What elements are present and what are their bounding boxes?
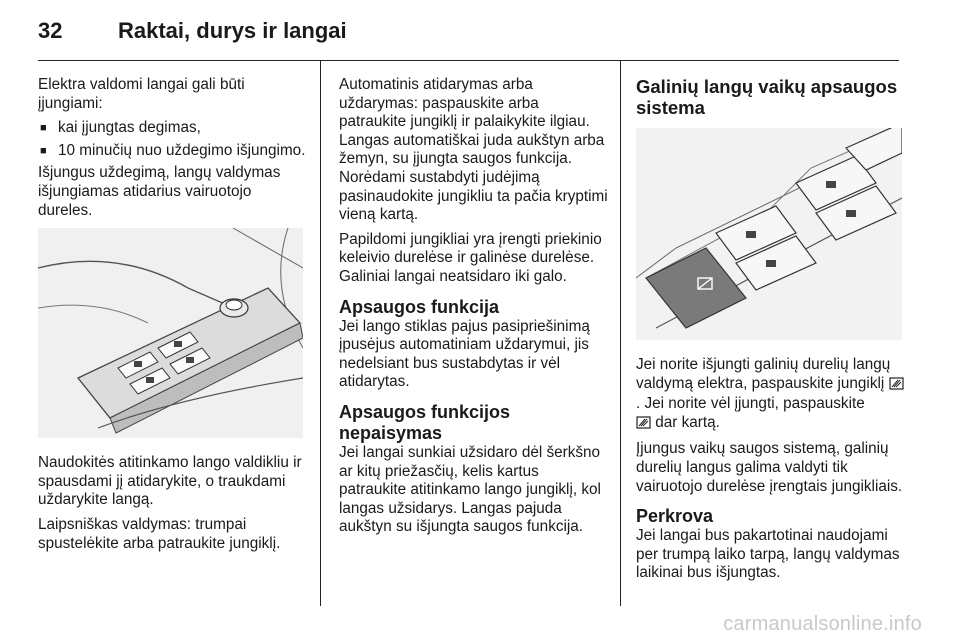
page-number: 32 — [38, 18, 63, 43]
safety-override-paragraph: Jei langai sunkiai užsidaro dėl šerkšno ar kitų priežasčių, kelis kartus patraukite atitinkamo lango jungiklį, kol langas užsidarys. Langas pajuda aukštyn su išjungta saugos funkcija. — [339, 443, 601, 536]
page-header — [38, 14, 347, 48]
overload-heading: Perkrova — [636, 506, 714, 527]
header-rule — [38, 60, 899, 61]
door-switch-illustration — [38, 228, 303, 438]
child-lock-effect-paragraph: Įjungus vaikų saugos sistemą, galinių durelių langus galima valdyti tik vairuotojo durelėse įrengtais jungikliais. — [636, 440, 903, 495]
bullet-icon: ■ — [40, 122, 47, 135]
intro-paragraph: Elektra valdomi langai gali būti įjungiami: — [38, 76, 245, 112]
column-3 — [636, 76, 906, 589]
list-item-text: 10 minučių nuo uždegimo išjungimo. — [58, 141, 306, 159]
step-mode-paragraph: Laipsniškas valdymas: trumpai spustelėkite arba patraukite jungiklį. — [38, 515, 281, 552]
column-divider — [320, 60, 321, 606]
safety-function-paragraph: Jei lango stiklas pajus pasipriešinimą įpusėjus automatiniam uždarymui, jis nedelsiant bus sustabdytas ir vėl atidarytas. — [339, 317, 590, 391]
column-2 — [339, 76, 609, 543]
bullet-icon: ■ — [40, 144, 47, 157]
column-divider — [620, 60, 621, 606]
list-item — [38, 119, 308, 138]
watermark: carmanualsonline.info — [723, 613, 922, 635]
column-1 — [38, 76, 308, 559]
child-lock-icon — [636, 416, 651, 435]
safety-function-heading: Apsaugos funkcija — [339, 296, 500, 317]
child-lock-switch-illustration — [636, 128, 902, 340]
child-lock-paragraph: Jei norite išjungti galinių durelių langų valdymą elektra, paspauskite jungiklį . Jei norite vėl įjungti, paspauskite dar kartą. — [636, 356, 906, 434]
ignition-off-paragraph: Išjungus uždegimą, langų valdymas išjungiamas atidarius vairuotojo dureles. — [38, 164, 281, 219]
switch-usage-paragraph: Naudokitės atitinkamo lango valdikliu ir spausdami jį atidarykite, o traukdami uždarykite langą. — [38, 454, 302, 509]
overload-paragraph: Jei langai bus pakartotinai naudojami per trumpą laiko tarpą, langų valdymas laikinai bus išjungtas. — [636, 527, 900, 582]
safety-override-heading: Apsaugos funkcijos nepaisymas — [339, 401, 511, 443]
extra-switches-paragraph: Papildomi jungikliai yra įrengti priekinio keleivio durelėse ir galinėse durelėse. Galiniai langai neatsidaro iki galo. — [339, 230, 602, 285]
child-lock-icon — [889, 377, 904, 396]
list-item-text: kai įjungtas degimas, — [58, 119, 201, 137]
list-item — [38, 142, 308, 161]
child-lock-heading: Galinių langų vaikų apsaugos sistema — [636, 76, 898, 118]
auto-mode-paragraph: Automatinis atidarymas arba uždarymas: paspauskite arba patraukite jungiklį ir palaikykite ilgiau. Langas automatiškai juda aukštyn arba žemyn, su įjungta saugos funkcija. Norėdami sustabdyti judėjimą pasinaudokite jungikliu ta pačia kryptimi vieną kartą. — [339, 76, 608, 224]
page-title: Raktai, durys ir langai — [118, 18, 347, 43]
